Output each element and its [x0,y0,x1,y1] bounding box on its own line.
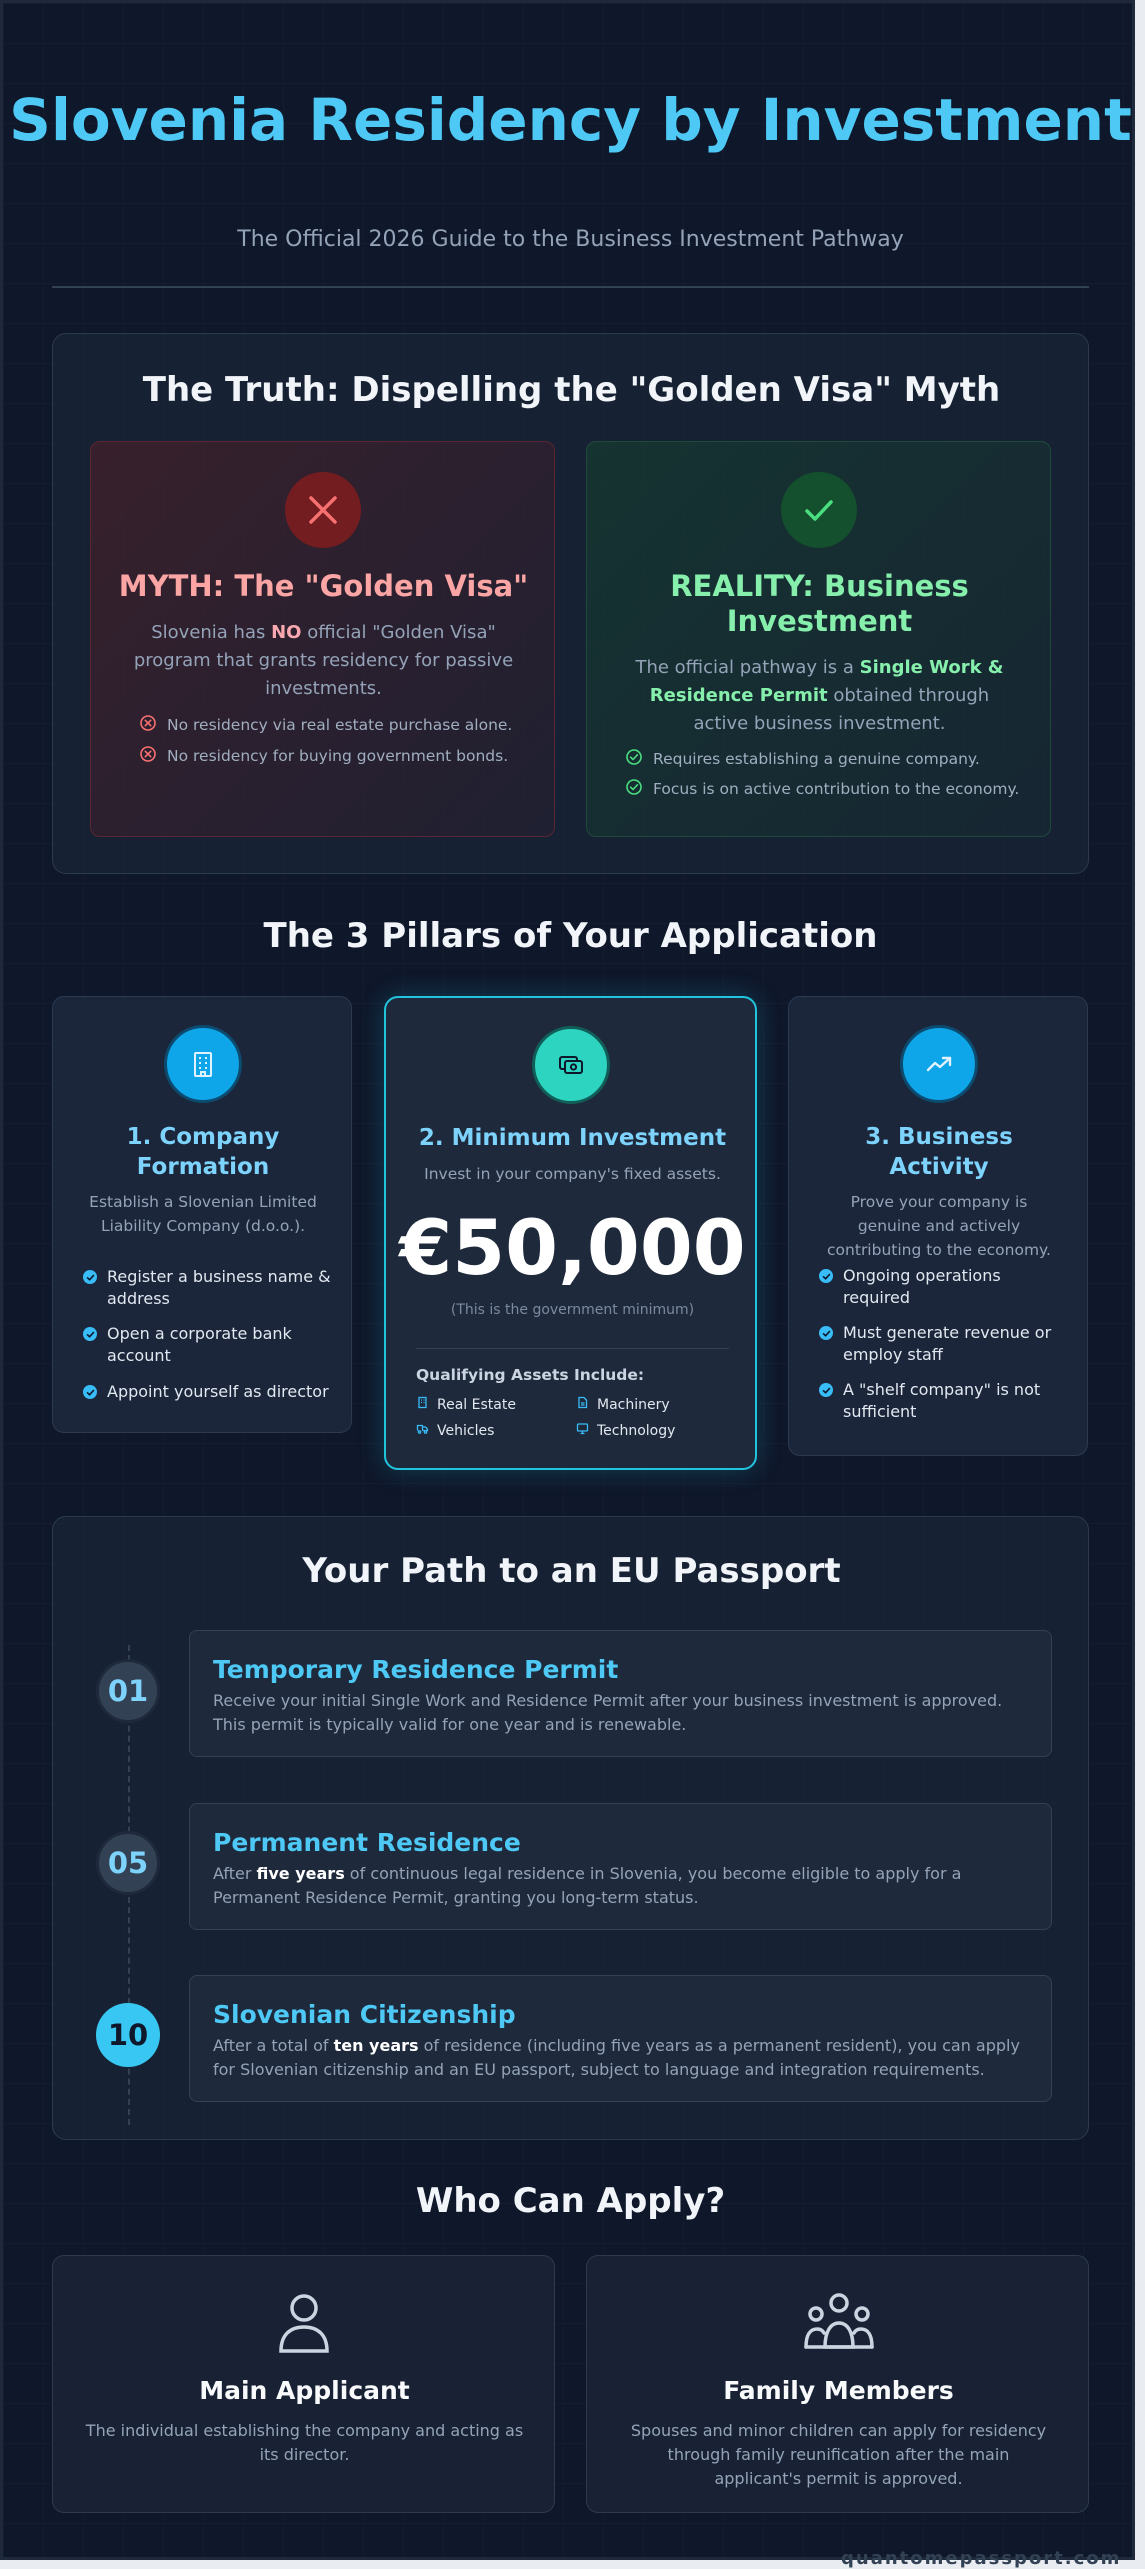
myth-heading: MYTH: The "Golden Visa" [118,569,529,603]
check-icon [819,1269,833,1283]
pillar-point: Appoint yourself as director [83,1381,333,1403]
truth-title: The Truth: Dispelling the "Golden Visa" Myth [142,370,1001,410]
check-icon [83,1385,97,1399]
pillars-title: The 3 Pillars of Your Application [263,916,878,956]
step-text: Receive your initial Single Work and Residence Permit after your business investment is approved. This permit is typically valid for one year and is renewable. [213,1691,1003,1734]
investment-note: (This is the government minimum) [450,1302,695,1318]
pillar-point: Must generate revenue or employ staff [819,1322,1064,1366]
vehicle-icon [416,1422,429,1439]
check-icon [83,1270,97,1284]
pillar-minimum-investment [384,996,757,1470]
pillar-company-formation [52,996,352,1433]
asset-vehicles: Vehicles [416,1422,494,1439]
who-card-text: Spouses and minor children can apply for residency through family reunification after the main applicant's permit is approved. [630,2421,1047,2488]
step-text: After a total of ten years of residence (including five years as a permanent resident), you can apply for Slovenian citizenship and an EU passport, subject to language and integration requirements. [213,2036,1020,2079]
path-section [52,1516,1089,2140]
pillar-business-activity [788,996,1088,1456]
step-title: Permanent Residence [213,1828,521,1857]
cash-icon [532,1026,610,1104]
pillar-point: Register a business name & address [83,1266,333,1310]
asset-machinery: Machinery [576,1396,670,1413]
step-title: Temporary Residence Permit [213,1655,619,1684]
building-icon [164,1025,242,1103]
who-card-title: Family Members [723,2376,954,2405]
building-icon [416,1396,429,1413]
x-circle-icon [139,714,157,736]
reality-bullet: Focus is on active contribution to the economy. [625,778,1019,800]
page-subtitle: The Official 2026 Guide to the Business Investment Pathway [237,227,904,252]
pillar-title: 1. Company Formation [126,1124,280,1180]
step-number: 05 [96,1831,160,1895]
myth-bullet: No residency via real estate purchase alone. [139,714,512,736]
page-title: Slovenia Residency by Investment [9,86,1132,154]
asset-technology: Technology [576,1422,675,1439]
user-icon [274,2291,334,2359]
myth-bullet: No residency for buying government bonds. [139,745,508,767]
pillar-point: Open a corporate bank account [83,1323,333,1367]
reality-heading: REALITY: Business Investment [670,569,969,638]
pillar-desc: Prove your company is genuine and actively contributing to the economy. [827,1193,1051,1259]
check-icon [83,1327,97,1341]
myth-body: Slovenia has NO official "Golden Visa" program that grants residency for passive investments. [133,622,514,699]
who-title: Who Can Apply? [415,2181,726,2221]
x-icon [285,472,361,548]
who-card-family-members [586,2255,1089,2513]
investment-amount: €50,000 [399,1203,746,1292]
step-number: 01 [96,1659,160,1723]
check-icon [819,1383,833,1397]
pillar-desc: Establish a Slovenian Limited Liability Company (d.o.o.). [89,1193,317,1235]
pillar-desc: Invest in your company's fixed assets. [424,1165,721,1183]
divider [416,1348,729,1349]
footer-brand[interactable]: quantomepassport.com [841,2548,1122,2569]
header-divider [52,286,1089,288]
who-card-text: The individual establishing the company and acting as its director. [85,2421,524,2464]
step-card-temporary-residence [189,1630,1052,1757]
reality-bullet: Requires establishing a genuine company. [625,748,980,770]
step-card-permanent-residence [189,1803,1052,1930]
path-title: Your Path to an EU Passport [302,1551,841,1591]
assets-title: Qualifying Assets Include: [416,1366,645,1384]
check-icon [781,472,857,548]
who-card-main-applicant [52,2255,555,2513]
pillar-point: A "shelf company" is not sufficient [819,1379,1064,1423]
x-circle-icon [139,745,157,767]
asset-real-estate: Real Estate [416,1396,516,1413]
pillar-point: Ongoing operations required [819,1265,1064,1309]
trending-up-icon [900,1025,978,1103]
check-icon [819,1326,833,1340]
who-card-title: Main Applicant [199,2376,410,2405]
document-icon [576,1396,589,1413]
check-circle-icon [625,748,643,770]
step-card-citizenship [189,1975,1052,2102]
family-icon [803,2291,875,2359]
pillar-title: 2. Minimum Investment [418,1125,727,1151]
step-text: After five years of continuous legal residence in Slovenia, you become eligible to apply for a Permanent Residence Permit, granting you long-term status. [213,1864,962,1907]
reality-body: The official pathway is a Single Work & Residence Permit obtained through active business investment. [635,657,1004,734]
check-circle-icon [625,778,643,800]
truth-section [52,333,1089,874]
monitor-icon [576,1422,589,1439]
step-number: 10 [96,2003,160,2067]
pillar-title: 3. Business Activity [865,1124,1013,1180]
reality-card [586,441,1051,837]
myth-card [90,441,555,837]
step-title: Slovenian Citizenship [213,2000,516,2029]
